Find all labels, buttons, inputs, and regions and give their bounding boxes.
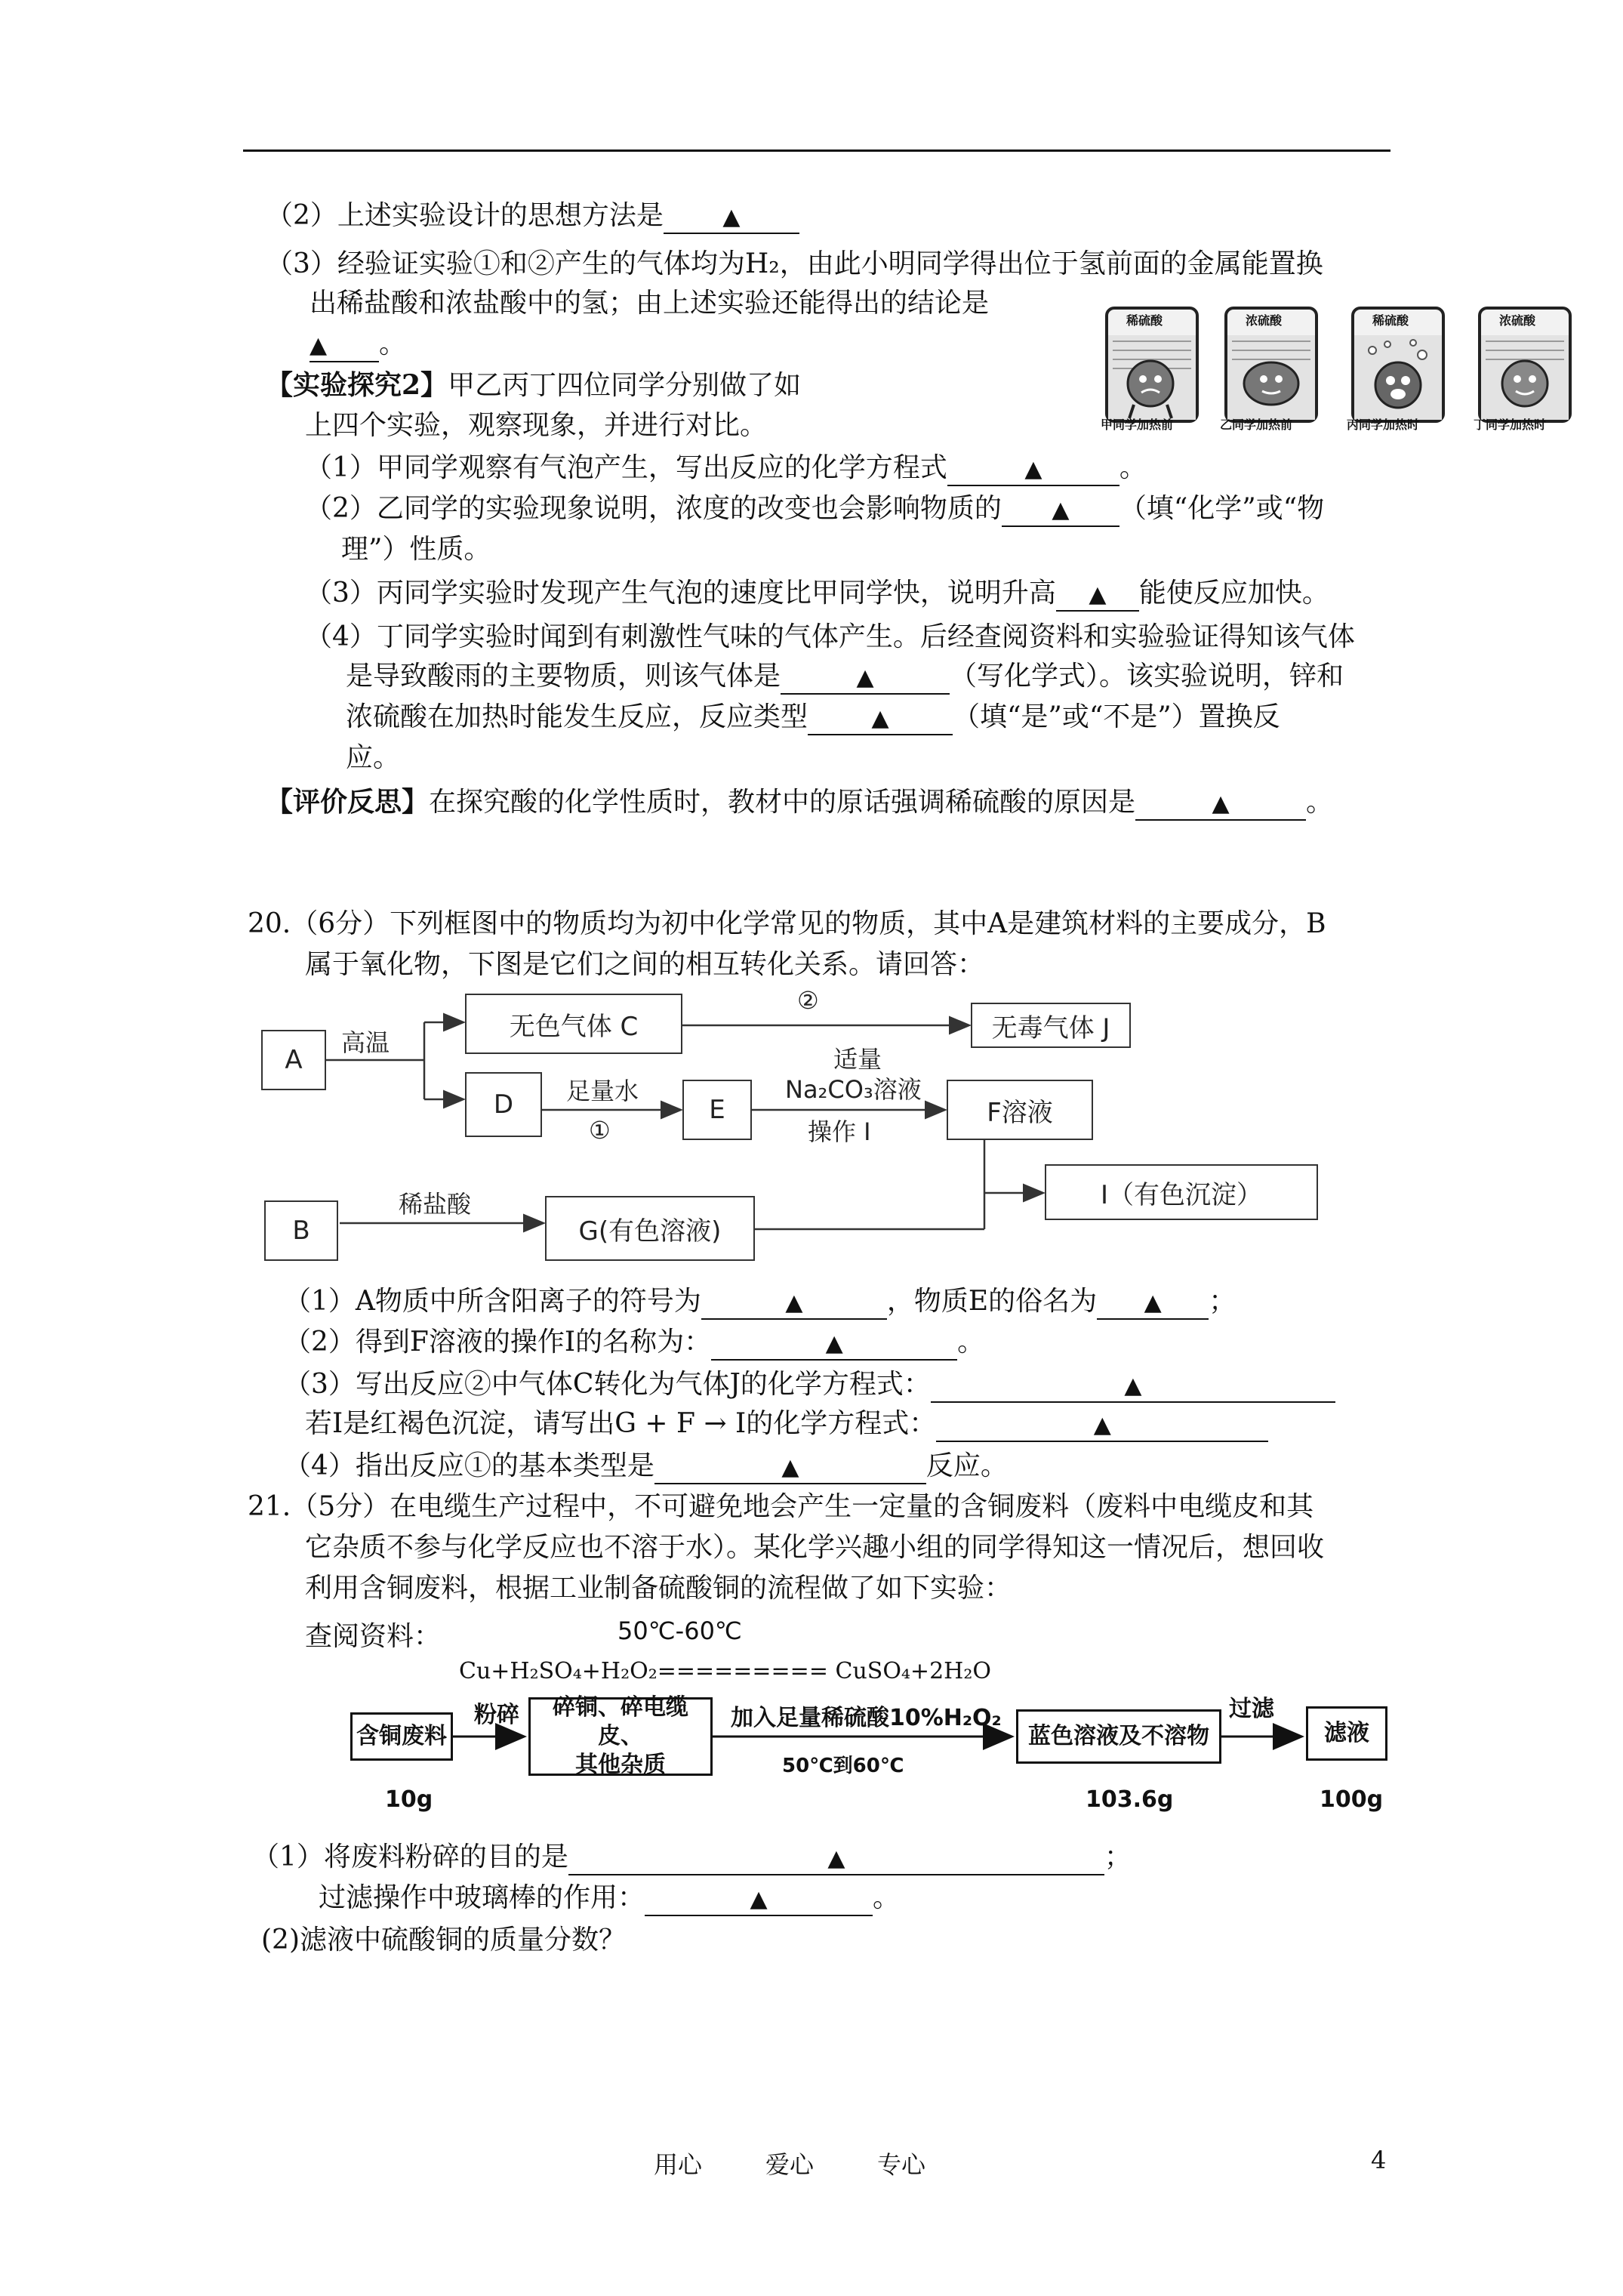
exp2-s4-line4: 应。	[346, 742, 401, 773]
flow-box-filtrate: 滤液	[1306, 1706, 1387, 1761]
node-i: I（有色沉淀）	[1045, 1164, 1318, 1220]
answer-blank[interactable]: ▲	[931, 1370, 1335, 1403]
exp2-s2-line2: 理”）性质。	[341, 534, 491, 565]
answer-blank[interactable]: ▲	[808, 702, 953, 735]
answer-blank[interactable]: ▲	[654, 1451, 926, 1484]
q21-s1: （1）将废料粉碎的目的是 ▲ ；	[252, 1839, 1132, 1875]
answer-blank[interactable]: ▲	[568, 1842, 1104, 1875]
exp2-s4-line2: 是导致酸雨的主要物质，则该气体是 ▲ （写化学式）。该实验说明，锌和	[346, 658, 1344, 695]
q21-line2: 它杂质不参与化学反应也不溶于水）。某化学兴趣小组的同学得知这一情况后，想回收	[305, 1532, 1325, 1563]
q20-line1: 20.（6分）下列框图中的物质均为初中化学常见的物质，其中A是建筑材料的主要成分，B	[248, 908, 1326, 939]
q21-ref: 查阅资料：	[305, 1621, 442, 1652]
answer-blank[interactable]: ▲	[1002, 494, 1119, 527]
q20-a1: （1）A物质中所含阳离子的符号为 ▲ ，物质E的俗名为 ▲ ；	[284, 1284, 1236, 1320]
q19-p2: （2）上述实验设计的思想方法是 ▲	[266, 198, 799, 234]
exp2-s4-line3: 浓硫酸在加热时能发生反应，反应类型 ▲ （填“是”或“不是”）置换反	[346, 699, 1280, 735]
answer-blank[interactable]: ▲	[1135, 787, 1306, 821]
beaker-caption: 丙同学加热时	[1347, 418, 1420, 432]
answer-blank[interactable]: ▲	[711, 1327, 957, 1361]
beaker-caption: 丁同学加热时	[1474, 418, 1547, 432]
q19-p3-line3: ▲ 。	[310, 326, 406, 362]
node-d: D	[465, 1072, 542, 1137]
q19-p3-line1: （3）经验证实验①和②产生的气体均为H₂，由此小明同学得出位于氢前面的金属能置换	[266, 248, 1323, 279]
label-hcl: 稀盐酸	[399, 1190, 472, 1219]
q20-line2: 属于氧化物，下图是它们之间的相互转化关系。请回答：	[305, 949, 985, 980]
page-number: 4	[1371, 2146, 1387, 2174]
beaker-label: 浓硫酸	[1499, 313, 1536, 328]
node-g: G(有色溶液)	[545, 1196, 755, 1261]
node-a: A	[261, 1030, 326, 1090]
answer-blank[interactable]: ▲	[1056, 578, 1139, 612]
node-e: E	[682, 1080, 752, 1140]
flow-box-crushed-l1: 碎铜、碎电缆皮、	[553, 1694, 688, 1749]
q21-s1-line2: 过滤操作中玻璃棒的作用： ▲ 。	[319, 1880, 900, 1916]
label-na2co3: Na₂CO₃溶液	[785, 1075, 922, 1104]
q21-s2: (2)滤液中硫酸铜的质量分数？	[261, 1925, 626, 1955]
q21-line3: 利用含铜废料，根据工业制备硫酸铜的流程做了如下实验：	[305, 1573, 1012, 1604]
flow-label-filter: 过滤	[1229, 1696, 1274, 1722]
q20-a2: （2）得到F溶液的操作I的名称为： ▲ 。	[284, 1324, 984, 1361]
q21-line1: 21.（5分）在电缆生产过程中，不可避免地会产生一定量的含铜废料（废料中电缆皮和其	[248, 1491, 1314, 1522]
mass-waste: 10g	[385, 1786, 433, 1813]
node-c: 无色气体 C	[465, 994, 682, 1054]
beaker-caption: 甲同学加热前	[1101, 418, 1174, 432]
node-j: 无毒气体 J	[971, 1003, 1131, 1048]
flow-label-crush: 粉碎	[474, 1702, 519, 1728]
answer-blank[interactable]: ▲	[1097, 1287, 1209, 1320]
footer-c: 专心	[877, 2150, 926, 2179]
exp2-s4-line1: （4）丁同学实验时闻到有刺激性气味的气体产生。后经查阅资料和实验验证得知该气体	[305, 621, 1355, 652]
answer-blank[interactable]: ▲	[781, 661, 950, 695]
q20-a3-line2: 若I是红褐色沉淀，请写出G + F → I的化学方程式： ▲	[305, 1406, 1268, 1442]
q21-equation: Cu+H₂SO₄+H₂O₂========= CuSO₄+2H₂O	[459, 1658, 991, 1684]
flow-box-blue: 蓝色溶液及不溶物	[1016, 1709, 1221, 1764]
beaker-label: 稀硫酸	[1126, 313, 1163, 328]
mass-filtrate: 100g	[1320, 1786, 1384, 1813]
q20-a3: （3）写出反应②中气体C转化为气体J的化学方程式： ▲	[284, 1367, 1335, 1403]
exp2-line1: 【实验探究2】甲乙丙丁四位同学分别做了如	[266, 369, 802, 401]
mass-blue: 103.6g	[1086, 1786, 1174, 1813]
beaker-caption: 乙同学加热前	[1220, 418, 1293, 432]
q19-p3-line2: 出稀盐酸和浓盐酸中的氢；由上述实验还能得出的结论是	[310, 288, 990, 319]
exp2-line2: 上四个实验，观察现象，并进行对比。	[305, 410, 768, 441]
answer-blank[interactable]: ▲	[310, 329, 379, 362]
answer-blank[interactable]: ▲	[936, 1409, 1268, 1442]
flow-box-crushed-l2: 其他杂质	[575, 1752, 666, 1778]
beaker-label: 稀硫酸	[1372, 313, 1409, 328]
flow-label-acid: 加入足量稀硫酸10%H₂O₂	[731, 1705, 1002, 1731]
answer-blank[interactable]: ▲	[645, 1883, 873, 1916]
label-r1: ①	[589, 1116, 611, 1145]
flow-box-waste: 含铜废料	[350, 1712, 453, 1761]
footer-a: 用心	[654, 2150, 703, 2179]
beaker-label: 浓硫酸	[1246, 313, 1283, 328]
exp2-s3: （3）丙同学实验时发现产生气泡的速度比甲同学快，说明升高 ▲ 能使反应加快。	[305, 575, 1329, 612]
label-shiliang: 适量	[833, 1045, 882, 1074]
answer-blank[interactable]: ▲	[701, 1287, 887, 1320]
answer-blank[interactable]: ▲	[664, 201, 799, 234]
answer-blank[interactable]: ▲	[947, 453, 1119, 486]
node-f: F溶液	[947, 1080, 1093, 1140]
node-b: B	[264, 1200, 338, 1261]
label-op: 操作 I	[808, 1117, 871, 1146]
evaluation: 【评价反思】在探究酸的化学性质时，教材中的原话强调稀硫酸的原因是 ▲ 。	[266, 784, 1333, 821]
footer-b: 爱心	[765, 2150, 815, 2179]
q21-temp: 50℃-60℃	[617, 1616, 742, 1645]
exp2-s1: （1）甲同学观察有气泡产生，写出反应的化学方程式 ▲ 。	[305, 450, 1147, 486]
label-gaowen: 高温	[341, 1028, 390, 1057]
flow-label-temp: 50℃到60℃	[782, 1755, 904, 1777]
label-r2: ②	[797, 986, 819, 1015]
label-water: 足量水	[566, 1077, 639, 1105]
exp2-s2-line1: （2）乙同学的实验现象说明，浓度的改变也会影响物质的 ▲ （填“化学”或“物	[305, 491, 1324, 527]
q20-a4: （4）指出反应①的基本类型是 ▲ 反应。	[284, 1448, 1008, 1484]
flow-box-crushed	[528, 1694, 713, 1778]
